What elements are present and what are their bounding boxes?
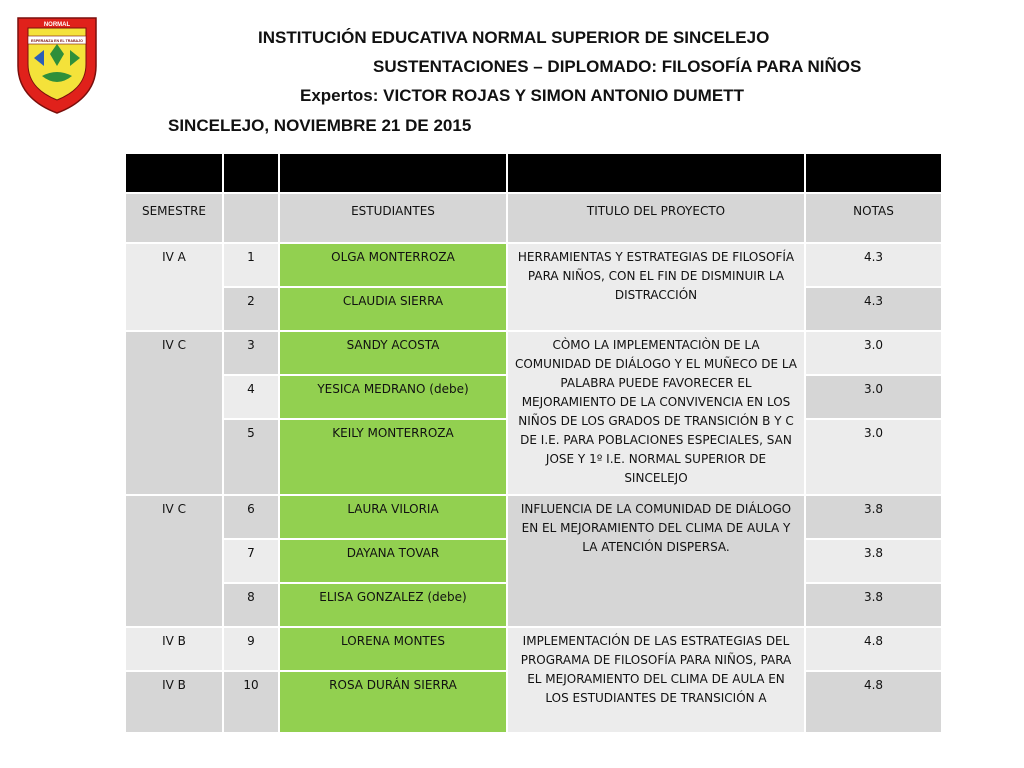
project-title: HERRAMIENTAS Y ESTRATEGIAS DE FILOSOFÍA PARA NIÑOS, CON EL FIN DE DISMINUIR LA DISTRACCIÓN bbox=[507, 243, 805, 331]
row-number: 5 bbox=[223, 419, 279, 495]
row-number: 3 bbox=[223, 331, 279, 375]
semester-cell: IV A bbox=[125, 243, 223, 331]
student-name: ROSA DURÁN SIERRA bbox=[279, 671, 507, 733]
student-name: YESICA MEDRANO (debe) bbox=[279, 375, 507, 419]
col-header-students: ESTUDIANTES bbox=[279, 193, 507, 243]
grade-cell: 4.3 bbox=[805, 287, 942, 331]
grade-cell: 3.8 bbox=[805, 583, 942, 627]
row-number: 10 bbox=[223, 671, 279, 733]
semester-cell: IV B bbox=[125, 671, 223, 733]
col-header-number bbox=[223, 193, 279, 243]
school-seal-logo bbox=[14, 14, 100, 116]
grade-cell: 4.8 bbox=[805, 627, 942, 671]
grade-cell: 3.0 bbox=[805, 331, 942, 375]
place-date-line: SINCELEJO, NOVIEMBRE 21 DE 2015 bbox=[168, 116, 472, 135]
student-name: DAYANA TOVAR bbox=[279, 539, 507, 583]
grade-cell: 3.0 bbox=[805, 419, 942, 495]
col-header-grades: NOTAS bbox=[805, 193, 942, 243]
column-header-row bbox=[125, 193, 942, 243]
row-number: 4 bbox=[223, 375, 279, 419]
semester-cell: IV B bbox=[125, 627, 223, 671]
project-title: IMPLEMENTACIÓN DE LAS ESTRATEGIAS DEL PROGRAMA DE FILOSOFÍA PARA NIÑOS, PARA EL MEJORAMIENTO DEL CLIMA DE AULA EN LOS ESTUDIANTES DE TRANSICIÓN A bbox=[507, 627, 805, 733]
table-row bbox=[125, 627, 942, 671]
row-number: 1 bbox=[223, 243, 279, 287]
grade-cell: 3.0 bbox=[805, 375, 942, 419]
row-number: 2 bbox=[223, 287, 279, 331]
presentations-table bbox=[124, 152, 943, 734]
row-number: 9 bbox=[223, 627, 279, 671]
grade-cell: 3.8 bbox=[805, 495, 942, 539]
semester-cell: IV C bbox=[125, 331, 223, 495]
student-name: CLAUDIA SIERRA bbox=[279, 287, 507, 331]
grade-cell: 4.8 bbox=[805, 671, 942, 733]
row-number: 8 bbox=[223, 583, 279, 627]
col-header-semester: SEMESTRE bbox=[125, 193, 223, 243]
logo-banner-text: ESPERANZA EN EL TRABAJO bbox=[31, 39, 83, 43]
event-subtitle: SUSTENTACIONES – DIPLOMADO: FILOSOFÍA PARA NIÑOS bbox=[373, 57, 862, 76]
col-header-title: TITULO DEL PROYECTO bbox=[507, 193, 805, 243]
table-row bbox=[125, 243, 942, 287]
row-number: 6 bbox=[223, 495, 279, 539]
grade-cell: 3.8 bbox=[805, 539, 942, 583]
semester-cell: IV C bbox=[125, 495, 223, 627]
experts-line: Expertos: VICTOR ROJAS Y SIMON ANTONIO DUMETT bbox=[300, 86, 744, 105]
table-row bbox=[125, 331, 942, 375]
student-name: SANDY ACOSTA bbox=[279, 331, 507, 375]
project-title: INFLUENCIA DE LA COMUNIDAD DE DIÁLOGO EN EL MEJORAMIENTO DEL CLIMA DE AULA Y LA ATENCIÓN DISPERSA. bbox=[507, 495, 805, 627]
student-name: LORENA MONTES bbox=[279, 627, 507, 671]
table-row bbox=[125, 495, 942, 539]
logo-top-text: NORMAL bbox=[43, 22, 71, 28]
grade-cell: 4.3 bbox=[805, 243, 942, 287]
student-name: ELISA GONZALEZ (debe) bbox=[279, 583, 507, 627]
row-number: 7 bbox=[223, 539, 279, 583]
table-top-bar bbox=[125, 153, 942, 193]
project-title: CÒMO LA IMPLEMENTACIÒN DE LA COMUNIDAD DE DIÁLOGO Y EL MUÑECO DE LA PALABRA PUEDE FAVORECER EL MEJORAMIENTO DE LA CONVIVENCIA EN LOS NIÑOS DE LOS GRADOS DE TRANSICIÓN B Y C DE I.E. PARA POBLACIONES ESPECIALES, SAN JOSE Y 1º I.E. NORMAL SUPERIOR DE SINCELEJO bbox=[507, 331, 805, 495]
institution-title: INSTITUCIÓN EDUCATIVA NORMAL SUPERIOR DE SINCELEJO bbox=[258, 28, 770, 47]
student-name: OLGA MONTERROZA bbox=[279, 243, 507, 287]
student-name: KEILY MONTERROZA bbox=[279, 419, 507, 495]
student-name: LAURA VILORIA bbox=[279, 495, 507, 539]
